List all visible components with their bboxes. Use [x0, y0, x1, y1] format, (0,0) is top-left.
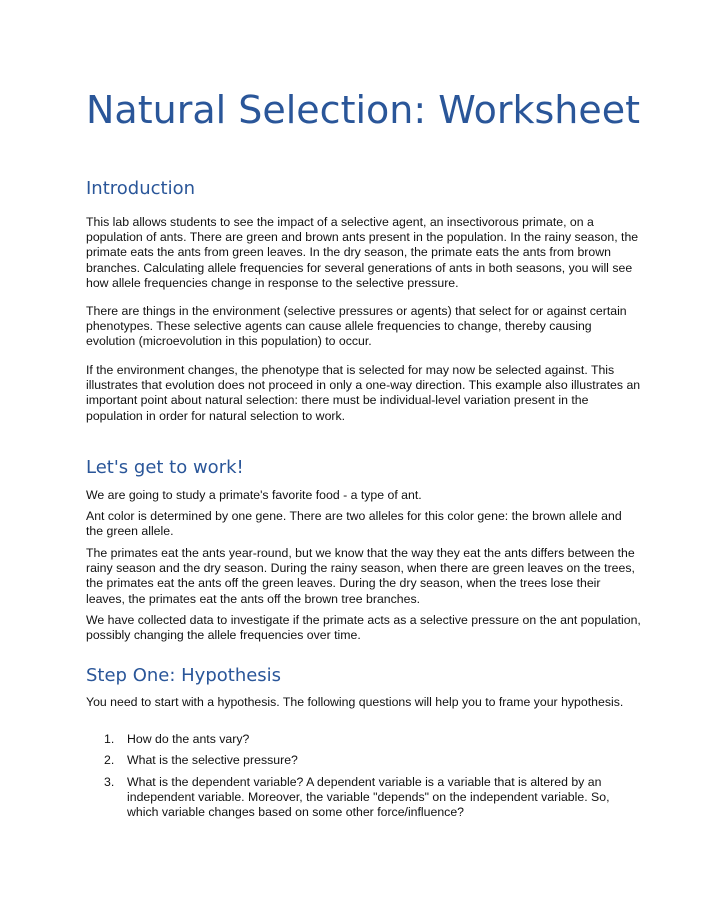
introduction-heading: Introduction — [86, 178, 196, 199]
list-item-number: 3. — [104, 775, 115, 789]
list-item-text: What is the dependent variable? A dependent variable is a variable that is altered by an independent variable. Moreover, the variable "depends" on the independent variable. So, which variable changes based on some other force/influence? — [127, 775, 610, 820]
list-item-number: 2. — [104, 753, 115, 767]
list-item-text: How do the ants vary? — [127, 732, 250, 746]
hypothesis-intro: You need to start with a hypothesis. The following questions will help you to frame your hypothesis. — [86, 695, 624, 709]
work-paragraph-2: Ant color is determined by one gene. There are two alleles for this color gene: the brown allele and the green allele. — [86, 509, 622, 539]
hypothesis-heading: Step One: Hypothesis — [86, 665, 282, 686]
introduction-paragraph-3: If the environment changes, the phenotype that is selected for may now be selected against. This illustrates that evolution does not proceed in only a one-way direction. This example also illustrates an important point about natural selection: there must be individual-level variation present in the population in order for natural selection to work. — [86, 363, 641, 423]
lets-get-to-work-heading: Let's get to work! — [86, 457, 244, 478]
work-paragraph-1: We are going to study a primate's favorite food - a type of ant. — [86, 488, 422, 502]
introduction-paragraph-2: There are things in the environment (selective pressures or agents) that select for or against certain phenotypes. These selective agents can cause allele frequencies to change, thereby causing evolution (microevolution in this population) to occur. — [86, 304, 627, 349]
work-paragraph-3: The primates eat the ants year-round, but we know that the way they eat the ants differs between the rainy season and the dry season. During the rainy season, when there are green leaves on the trees, the primates eat the ants off the green leaves. During the dry season, when the trees lose their leaves, the primates eat the ants off the brown tree branches. — [86, 546, 635, 606]
page-title: Natural Selection: Worksheet — [86, 88, 641, 132]
list-item-text: What is the selective pressure? — [127, 753, 298, 767]
introduction-paragraph-1: This lab allows students to see the impact of a selective agent, an insectivorous primate, on a population of ants. There are green and brown ants present in the population. In the rainy season, the primate eats the ants from green leaves. In the dry season, the primate eats the ants from brown branches. Calculating allele frequencies for several generations of ants in both seasons, you will see how allele frequencies change in response to the selective pressure. — [86, 215, 639, 290]
work-paragraph-4: We have collected data to investigate if the primate acts as a selective pressure on the ant population, possibly changing the allele frequencies over time. — [86, 613, 641, 643]
list-item-number: 1. — [104, 732, 115, 746]
